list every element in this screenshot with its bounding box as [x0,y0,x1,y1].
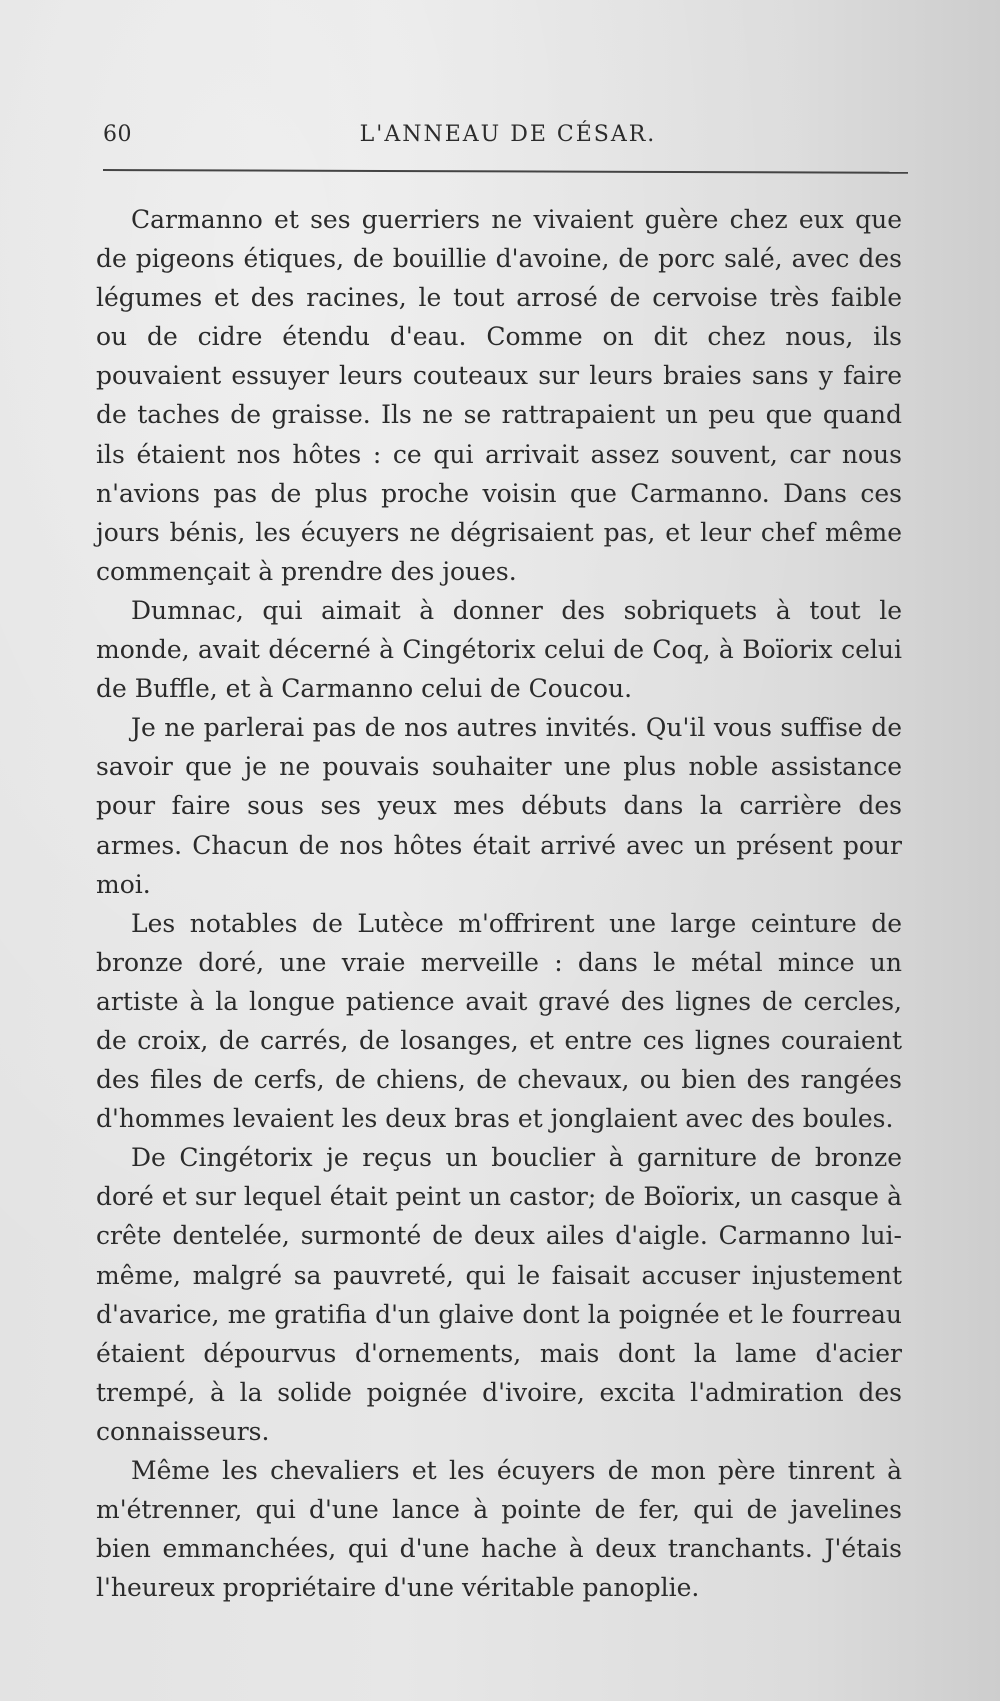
paragraph-1: Carmanno et ses guerriers ne vivaient guère chez eux que de pigeons étiques, de bouillie d'avoine, de porc salé, avec des légumes et des racines, le tout arrosé de cervoise très faible ou de cidre étendu d'eau. Comme on dit chez nous, ils pouvaient essuyer leurs couteaux sur leurs braies sans y faire de taches de graisse. Ils ne se rattrapaient un peu que quand ils étaient nos hôtes : ce qui arrivait assez souvent, car nous n'avions pas de plus proche voisin que Carmanno. Dans ces jours bénis, les écuyers ne dégrisaient pas, et leur chef même commençait à prendre des joues. [96,205,902,586]
paragraph-3: Je ne parlerai pas de nos autres invités. Qu'il vous suffise de savoir que je ne pouvais souhaiter une plus noble assistance pour faire sous ses yeux mes débuts dans la carrière des armes. Chacun de nos hôtes était arrivé avec un présent pour moi. [96,713,902,899]
page-header [103,116,913,156]
page-number: 60 [103,122,132,147]
running-title: L'ANNEAU DE CÉSAR. [359,122,657,147]
body-text [96,200,902,1607]
header-rule [103,169,908,174]
paragraph-5: De Cingétorix je reçus un bouclier à garniture de bronze doré et sur lequel était peint un castor; de Boïorix, un casque à crête dentelée, surmonté de deux ailes d'aigle. Carmanno lui-même, malgré sa pauvreté, qui le faisait accuser injustement d'avarice, me gratifia d'un glaive dont la poignée et le fourreau étaient dépourvus d'ornements, mais dont la lame d'acier trempé, à la solide poignée d'ivoire, excita l'admiration des connaisseurs. [96,1143,902,1446]
paragraph-6: Même les chevaliers et les écuyers de mon père tinrent à m'étrenner, qui d'une lance à pointe de fer, qui de javelines bien emmanchées, qui d'une hache à deux tranchants. J'étais l'heureux propriétaire d'une véritable panoplie. [96,1456,902,1603]
paragraph-4: Les notables de Lutèce m'offrirent une large ceinture de bronze doré, une vraie merveille : dans le métal mince un artiste à la longue patience avait gravé des lignes de cercles, de croix, de carrés, de losanges, et entre ces lignes couraient des files de cerfs, de chiens, de chevaux, ou bien des rangées d'hommes levaient les deux bras et jonglaient avec des boules. [96,908,902,1134]
paragraph-2: Dumnac, qui aimait à donner des sobriquets à tout le monde, avait décerné à Cingétorix celui de Coq, à Boïorix celui de Buffle, et à Carmanno celui de Coucou. [96,595,902,704]
